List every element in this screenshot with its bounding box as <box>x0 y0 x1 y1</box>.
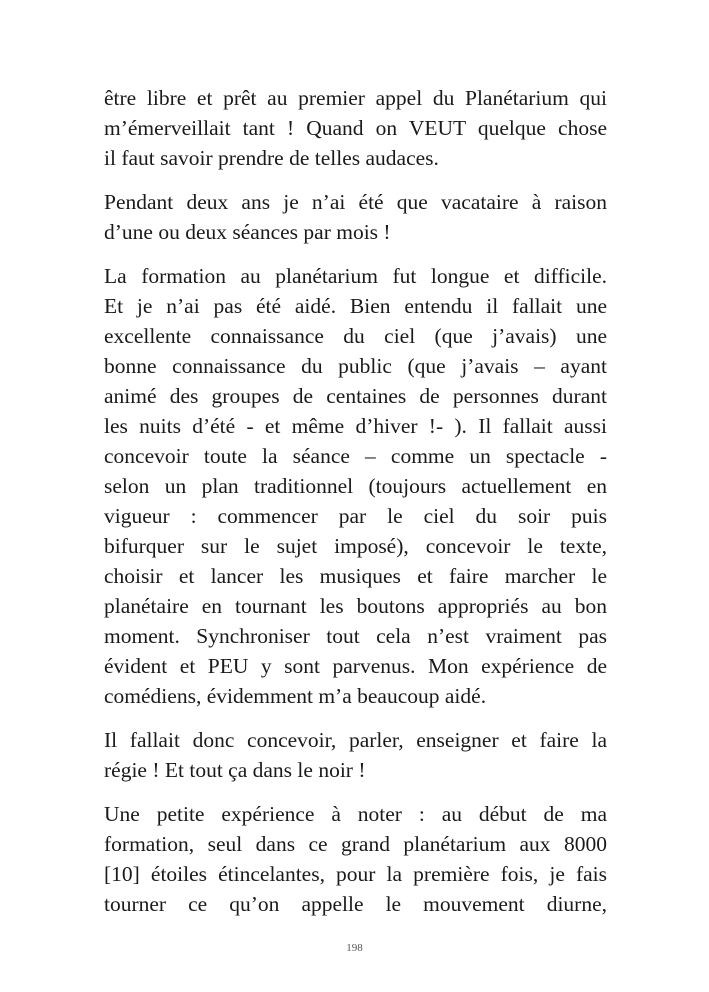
text-line: concevoir toute la séance – comme un spectacle - <box>104 444 607 468</box>
text-line: selon un plan traditionnel (toujours actuellement en <box>104 474 607 498</box>
text-line: vigueur : commencer par le ciel du soir puis <box>104 504 607 528</box>
text-line: les nuits d’été - et même d’hiver !- ). Il fallait aussi <box>104 414 607 438</box>
text-line: m’émerveillait tant ! Quand on VEUT quelque chose <box>104 116 607 140</box>
text-line: il faut savoir prendre de telles audaces. <box>104 146 439 170</box>
body-text <box>104 83 607 933</box>
text-line: formation, seul dans ce grand planétarium aux 8000 <box>104 832 607 856</box>
text-line: animé des groupes de centaines de personnes durant <box>104 384 607 408</box>
text-line: [10] étoiles étincelantes, pour la première fois, je fais <box>104 862 607 886</box>
text-line: tourner ce qu’on appelle le mouvement diurne, <box>104 892 607 916</box>
text-line: être libre et prêt au premier appel du Planétarium qui <box>104 86 607 110</box>
text-line: d’une ou deux séances par mois ! <box>104 220 391 244</box>
paragraph <box>104 725 607 785</box>
text-line: évident et PEU y sont parvenus. Mon expérience de <box>104 654 607 678</box>
text-line: excellente connaissance du ciel (que j’avais) une <box>104 324 607 348</box>
text-line: bifurquer sur le sujet imposé), concevoir le texte, <box>104 534 607 558</box>
text-line: Et je n’ai pas été aidé. Bien entendu il fallait une <box>104 294 607 318</box>
page-number: 198 <box>346 942 363 954</box>
text-line: La formation au planétarium fut longue et difficile. <box>104 264 607 288</box>
text-line: Il fallait donc concevoir, parler, enseigner et faire la <box>104 728 607 752</box>
text-line: régie ! Et tout ça dans le noir ! <box>104 758 366 782</box>
paragraph <box>104 83 607 173</box>
text-line: planétaire en tournant les boutons appropriés au bon <box>104 594 607 618</box>
text-line: comédiens, évidemment m’a beaucoup aidé. <box>104 684 487 708</box>
text-line: choisir et lancer les musiques et faire marcher le <box>104 564 607 588</box>
text-line: Une petite expérience à noter : au début de ma <box>104 802 607 826</box>
text-line: Pendant deux ans je n’ai été que vacataire à raison <box>104 190 607 214</box>
paragraph <box>104 261 607 711</box>
paragraph <box>104 187 607 247</box>
text-line: bonne connaissance du public (que j’avais – ayant <box>104 354 607 378</box>
paragraph <box>104 799 607 919</box>
text-line: moment. Synchroniser tout cela n’est vraiment pas <box>104 624 607 648</box>
